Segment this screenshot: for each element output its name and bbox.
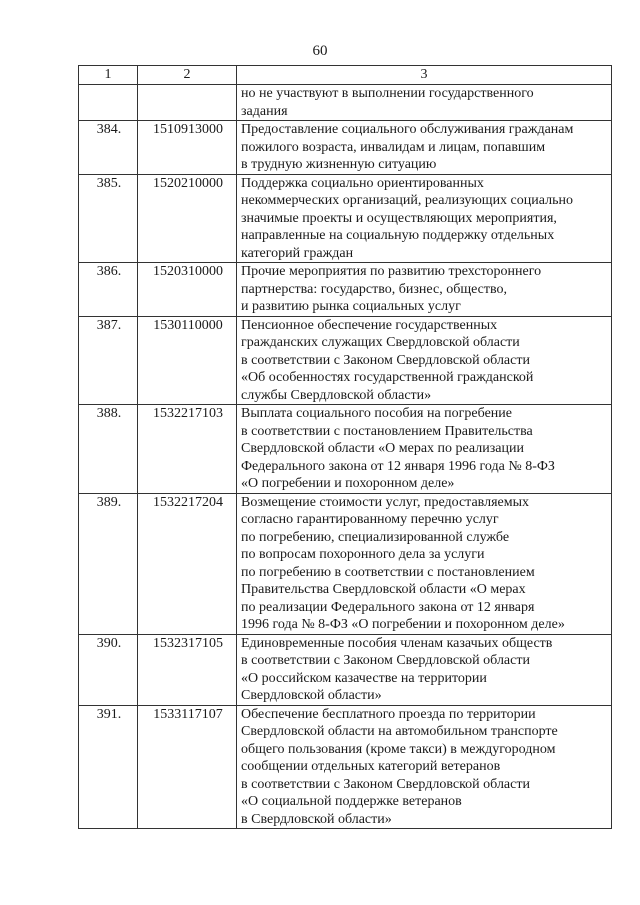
description-line: гражданских служащих Свердловской области xyxy=(241,335,520,350)
classification-code-cell: 1532317105 xyxy=(138,634,237,705)
description-line: по реализации Федерального закона от 12 января xyxy=(241,599,535,615)
description-line: направленные на социальную поддержку отдельных xyxy=(241,228,555,243)
description-line: в соответствии с Законом Свердловской области xyxy=(241,352,530,368)
description-line: по вопросам похоронного дела за услуги xyxy=(241,547,485,562)
description-cell xyxy=(237,705,612,829)
description-line: Свердловской области на автомобильном транспорте xyxy=(241,724,558,739)
description-cell xyxy=(237,405,612,494)
description-line: в соответствии с Законом Свердловской области xyxy=(241,776,530,792)
description-line: Обеспечение бесплатного проезда по территории xyxy=(241,706,536,722)
description-line: «Об особенностях государственной гражданской xyxy=(241,370,534,385)
table-row xyxy=(79,405,612,494)
table-row xyxy=(79,85,612,121)
table-row xyxy=(79,705,612,829)
table-row xyxy=(79,634,612,705)
description-cell xyxy=(237,316,612,405)
row-number-cell: 390. xyxy=(79,634,138,705)
row-number-cell: 385. xyxy=(79,174,138,263)
description-line: в соответствии с Законом Свердловской области xyxy=(241,653,530,668)
description-line: Свердловской области» xyxy=(241,688,382,703)
description-cell xyxy=(237,121,612,175)
description-cell xyxy=(237,174,612,263)
description-line: Выплата социального пособия на погребение xyxy=(241,406,512,421)
description-line: службы Свердловской области» xyxy=(241,387,432,403)
description-line: значимые проекты и осуществляющих мероприятия, xyxy=(241,210,557,226)
description-line: Поддержка социально ориентированных xyxy=(241,175,484,191)
table-header-row xyxy=(79,66,612,85)
classification-code-cell: 1533117107 xyxy=(138,705,237,829)
description-line: в трудную жизненную ситуацию xyxy=(241,157,437,172)
classification-code-cell: 1532217204 xyxy=(138,493,237,634)
description-line: «О российском казачестве на территории xyxy=(241,670,487,686)
table-row xyxy=(79,316,612,405)
description-cell xyxy=(237,634,612,705)
column-header-description: 3 xyxy=(237,66,612,85)
page-number: 60 xyxy=(312,43,328,59)
classification-code-cell xyxy=(138,85,237,121)
table-row xyxy=(79,121,612,175)
classification-code-cell: 1520210000 xyxy=(138,174,237,263)
column-header-number: 1 xyxy=(79,66,138,85)
description-cell xyxy=(237,85,612,121)
description-line: сообщении отдельных категорий ветеранов xyxy=(241,759,501,774)
description-cell xyxy=(237,493,612,634)
table-row xyxy=(79,174,612,263)
column-header-code: 2 xyxy=(138,66,237,85)
classification-code-cell: 1510913000 xyxy=(138,121,237,175)
description-line: партнерства: государство, бизнес, общество, xyxy=(241,281,508,297)
description-line: Федерального закона от 12 января 1996 года № 8-ФЗ xyxy=(241,458,555,474)
description-line: пожилого возраста, инвалидам и лицам, попавшим xyxy=(241,139,546,155)
row-number-cell xyxy=(79,85,138,121)
description-line: общего пользования (кроме такси) в междугородном xyxy=(241,741,556,757)
description-line: Единовременные пособия членам казачьих обществ xyxy=(241,635,553,651)
description-line: в соответствии с постановлением Правительства xyxy=(241,423,533,439)
description-line: 1996 года № 8-ФЗ «О погребении и похоронном деле» xyxy=(241,617,565,632)
description-line: Прочие мероприятия по развитию трехстороннего xyxy=(241,264,542,279)
description-line: Свердловской области «О мерах по реализации xyxy=(241,441,524,456)
description-line: Возмещение стоимости услуг, предоставляемых xyxy=(241,494,530,510)
description-line: Правительства Свердловской области «О мерах xyxy=(241,582,526,597)
row-number-cell: 384. xyxy=(79,121,138,175)
description-line: «О социальной поддержке ветеранов xyxy=(241,794,462,809)
description-line: «О погребении и похоронном деле» xyxy=(241,476,455,491)
description-line: некоммерческих организаций, реализующих социально xyxy=(241,193,573,208)
table-row xyxy=(79,493,612,634)
description-line: Пенсионное обеспечение государственных xyxy=(241,317,498,333)
classification-code-cell: 1530110000 xyxy=(138,316,237,405)
description-line: и развитию рынка социальных услуг xyxy=(241,299,461,314)
description-line: согласно гарантированному перечню услуг xyxy=(241,512,499,527)
description-line: по погребению, специализированной службе xyxy=(241,529,510,545)
budget-classification-table xyxy=(78,65,612,829)
description-line: в Свердловской области» xyxy=(241,811,392,827)
row-number-cell: 386. xyxy=(79,263,138,317)
row-number-cell: 389. xyxy=(79,493,138,634)
classification-code-cell: 1532217103 xyxy=(138,405,237,494)
description-line: Предоставление социального обслуживания гражданам xyxy=(241,122,574,137)
description-line: категорий граждан xyxy=(241,245,354,261)
description-line: но не участвуют в выполнении государственного xyxy=(241,86,534,101)
description-line: задания xyxy=(241,103,288,119)
description-cell xyxy=(237,263,612,317)
row-number-cell: 391. xyxy=(79,705,138,829)
classification-code-cell: 1520310000 xyxy=(138,263,237,317)
row-number-cell: 387. xyxy=(79,316,138,405)
table-body xyxy=(79,85,612,829)
table-row xyxy=(79,263,612,317)
description-line: по погребению в соответствии с постановлением xyxy=(241,564,535,580)
row-number-cell: 388. xyxy=(79,405,138,494)
